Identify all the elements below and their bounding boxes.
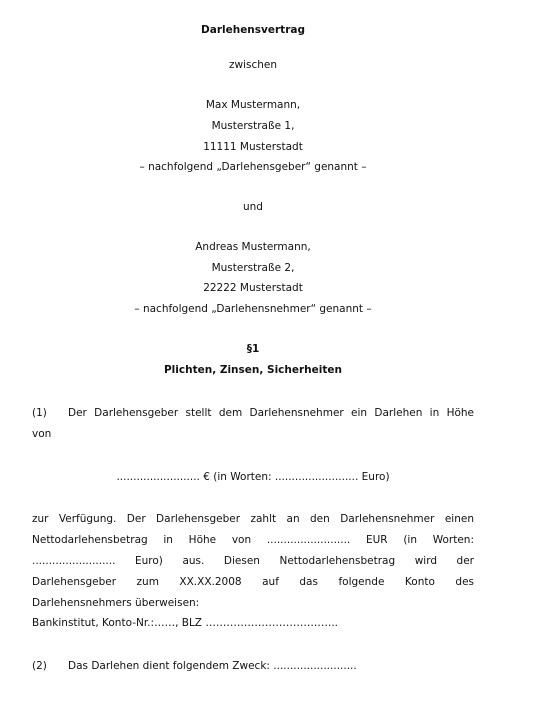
lender-role: – nachfolgend „Darlehensgeber“ genannt – (139, 161, 367, 173)
borrower-name: Andreas Mustermann, (195, 241, 311, 253)
lender-city: 11111 Musterstadt (203, 141, 303, 153)
para1-first-line (32, 407, 474, 419)
body-line: zur Verfügung. Der Darlehensgeber zahlt an den Darlehensnehmer einen (32, 513, 474, 525)
body-line: Darlehensnehmers überweisen: (32, 597, 200, 609)
section-heading: Plichten, Zinsen, Sicherheiten (163, 364, 342, 376)
borrower-street: Musterstraße 2, (211, 262, 295, 274)
para2-number: (2) (32, 660, 47, 672)
amount-line: ......................... € (in Worten: ......................... Euro) (116, 471, 390, 483)
bank-line: Bankinstitut, Konto-Nr.:……, BLZ ……………………………….. (32, 617, 338, 629)
body-line: Nettodarlehensbetrag in Höhe von ......................... EUR (in Worten: (32, 534, 474, 546)
section-number: §1 (246, 343, 260, 355)
para1-line1: Der Darlehensgeber stellt dem Darlehensnehmer ein Darlehen in Höhe (68, 407, 474, 419)
para2-text: Das Darlehen dient folgendem Zweck: ......................... (68, 660, 357, 672)
document-title: Darlehensvertrag (201, 24, 305, 36)
lender-street: Musterstraße 1, (211, 120, 295, 132)
borrower-role: – nachfolgend „Darlehensnehmer“ genannt – (134, 303, 372, 315)
lender-name: Max Mustermann, (205, 99, 301, 111)
between-label: zwischen (228, 59, 278, 71)
para2-line (32, 660, 474, 672)
body-line: Darlehensgeber zum XX.XX.2008 auf das folgende Konto des (32, 576, 474, 588)
and-label: und (243, 201, 263, 213)
body-line: ......................... Euro) aus. Diesen Nettodarlehensbetrag wird der (32, 555, 474, 567)
borrower-city: 22222 Musterstadt (203, 282, 303, 294)
para1-line2: von (32, 428, 52, 440)
para1-number: (1) (32, 407, 47, 419)
